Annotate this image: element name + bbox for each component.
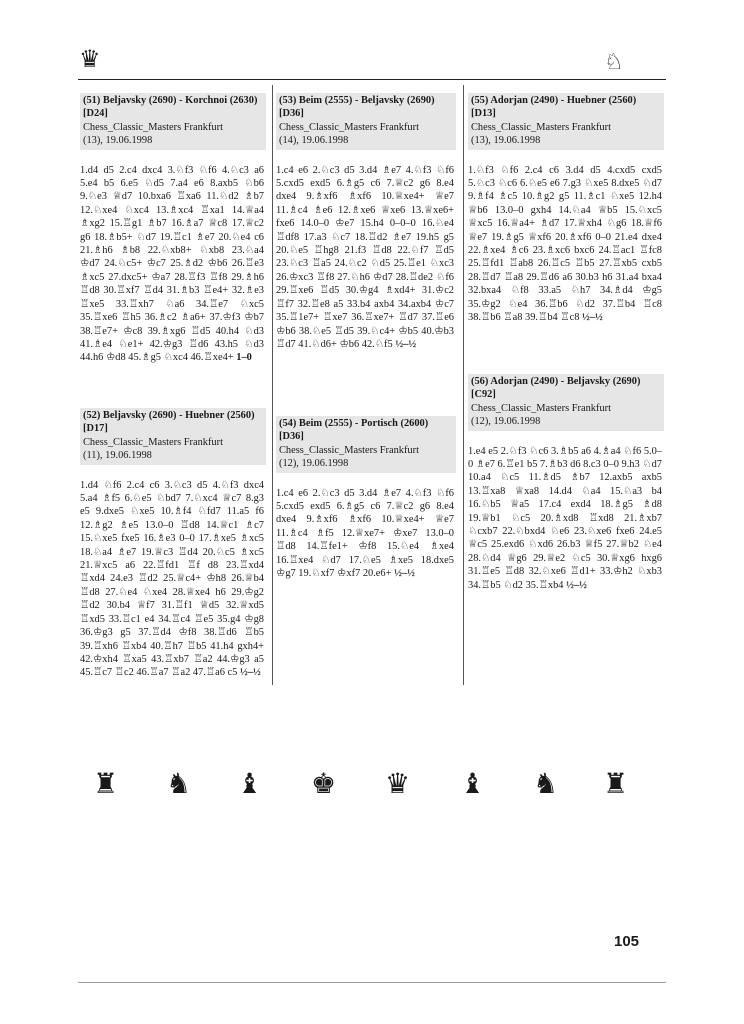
game-result: ½–½ [582, 312, 603, 324]
column-divider [272, 85, 273, 685]
column-divider [463, 85, 464, 685]
game-title: (52) Beljavsky (2690) - Huebner (2560) [D17] [83, 410, 255, 435]
game-event: Chess_Classic_Masters Frankfurt [279, 444, 419, 456]
game-moves: 1.d4 ♘f6 2.c4 c6 3.♘c3 d5 4.♘f3 dxc4 5.a4 ♗f5 6.♘e5 ♘bd7 7.♘xc4 ♕c7 8.g3 e5 9.dxe5 ♘xe5 10.♗f4 ♘fd7 11.a5 f6 12.♗g2 ♗e5 13.0–0 ♖d8 14.♕c1 ♗c7 15.♘xe5 fxe5 16.♗e3 0–0 17.♗xe5 ♗xc5 18.♘a4 ♗e7 19.♕c3 ♖d4 20.♘c5 ♗xc5 21.♕xc5 a6 22.♖fd1 ♖f d8 23.♖xd4 ♖xd4 24.e3 ♖d2 25.♕c4+ ♔h8 26.♕b4 ♖d8 27.♘e4 ♘xe4 28.♕xe4 h6 29.♔g2 ♖d2 30.b4 ♕f7 31.♖f1 ♕d5 32.♕xd5 ♖xd5 33.♖c1 e4 34.♖c4 ♖e5 35.g4 ♔g8 36.♔g3 g5 37.♖d4 ♔f8 38.♖d6 ♖b5 39.♖xh6 ♖xb4 40.♖h7 ♖b5 41.h4 gxh4+ 42.♔xh4 ♖xa5 43.♖xb7 ♖a2 44.♔g3 a5 45.♖c7 ♖c2 46.♖a7 ♖a2 47.♖a6 c5 ½–½ [80, 479, 264, 679]
bishop-icon: ♝ [460, 769, 486, 800]
game-moves: 1.c4 e6 2.♘c3 d5 3.d4 ♗e7 4.♘f3 ♘f6 5.cxd5 exd5 6.♗g5 c6 7.♕c2 g6 8.e4 dxe4 9.♗xf6 ♗xf6 10.♕xe4+ ♕e7 11.♗c4 ♗f5 12.♕xe7+ ♔xe7 13.0–0 ♖d8 14.♖fe1+ ♔f8 15.♘e4 ♗xe4 16.♖xe4 ♘d7 17.♘e5 ♗xe5 18.dxe5 ♔g7 19.♘xf7 ♔xf7 20.e6+ ½–½ [276, 487, 454, 580]
game-result: ½–½ [394, 568, 415, 580]
game-title: (53) Beim (2555) - Beljavsky (2690) [D36] [279, 95, 435, 120]
knight-icon: ♞ [533, 769, 559, 800]
game-event: Chess_Classic_Masters Frankfurt [471, 121, 611, 133]
game-entry [468, 93, 664, 325]
game-header [276, 416, 456, 473]
knight-icon: ♞ [166, 769, 192, 800]
game-entry [468, 374, 664, 592]
game-title: (54) Beim (2555) - Portisch (2600) [D36] [279, 418, 429, 443]
footer-pieces [0, 771, 744, 801]
game-header [468, 93, 664, 150]
queen-icon: ♛ [79, 47, 101, 73]
game-header [276, 93, 456, 150]
game-header [80, 408, 266, 465]
game-round: (13), 19.06.1998 [83, 135, 153, 147]
game-result: ½–½ [395, 338, 417, 350]
game-event: Chess_Classic_Masters Frankfurt [83, 436, 223, 448]
game-result: ½–½ [566, 579, 587, 591]
game-title: (51) Beljavsky (2690) - Korchnoi (2630) [D24] [83, 95, 258, 120]
bishop-icon: ♝ [237, 769, 263, 800]
game-title: (55) Adorjan (2490) - Huebner (2560) [D13] [471, 95, 637, 120]
game-entry [80, 93, 266, 365]
game-entry [276, 416, 456, 580]
rook-icon: ♜ [603, 769, 629, 800]
game-result: ½–½ [239, 667, 261, 679]
game-moves: 1.♘f3 ♘f6 2.c4 c6 3.d4 d5 4.cxd5 cxd5 5.♘c3 ♘c6 6.♘e5 e6 7.g3 ♘xe5 8.dxe5 ♘d7 9.♗f4 ♗c5 10.♗g2 g5 11.♗c1 ♘xe5 12.h4 ♕b6 13.0–0 gxh4 14.♘a4 ♕b5 15.♘xc5 ♕xc5 16.♕a4+ ♗d7 17.♕xh4 ♘g6 18.♕f6 ♕e7 19.♗g5 ♕xf6 20.♗xf6 0–0 21.e4 dxe4 22.♗xe4 ♗c6 23.♗xc6 bxc6 24.♖ac1 ♖fc8 25.♖fd1 ♖ab8 26.♖c5 ♖b5 27.♖xb5 cxb5 28.♖d7 ♖a8 29.♖d6 a6 30.b3 h6 31.a4 bxa4 32.bxa4 ♘f8 33.a5 ♘h7 34.♗d4 ♔g5 35.♔g2 ♘e4 36.♖b6 ♘d2 37.♖b4 ♖c8 38.♖b6 ♖a8 39.♖b4 ♖c8 ½–½ [468, 164, 662, 324]
game-header [468, 374, 664, 431]
king-icon: ♚ [311, 769, 337, 800]
game-event: Chess_Classic_Masters Frankfurt [83, 121, 223, 133]
footer-rule [78, 982, 666, 983]
game-round: (14), 19.06.1998 [279, 135, 349, 147]
rook-icon: ♜ [93, 769, 119, 800]
game-moves: 1.d4 d5 2.c4 dxc4 3.♘f3 ♘f6 4.♘c3 a6 5.e4 b5 6.e5 ♘d5 7.a4 e6 8.axb5 ♘b6 9.♘e3 ♕d7 10.bxa6 ♖xa6 11.♘d2 ♗b7 12.♘xe4 ♘xc4 13.♗xc4 ♖xa1 14.♕a4 ♗xg2 15.♖g1 ♗b7 16.♗a7 ♕c8 17.♕c2 g6 18.♗b5+ ♘d7 19.♖c1 ♗e7 20.♘e4 c6 21.♗h6 ♗b8 22.♘xb8+ ♘xb8 23.♘a4 ♔d7 24.♘c5+ ♔c7 25.♗d2 ♔b6 26.♖e3 ♗xc5 27.dxc5+ ♔a7 28.♖f3 ♖f8 29.♗h6 ♖d8 30.♖xf7 ♖d4 31.♗b3 ♖e4+ 32.♗e3 ♖xe5 33.♖xh7 ♘a6 34.♖e7 ♘xc5 35.♖xe6 ♖h5 36.♗c2 ♗a6+ 37.♔f3 ♔b7 38.♖e7+ ♔c8 39.♗xg6 ♖d5 40.h4 ♘d3 41.♗e4 ♘e1+ 42.♔g3 ♖d6 43.h5 ♘d3 44.h6 ♔d8 45.♗g5 ♘xc4 46.♖xe4+ 1–0 [80, 164, 264, 364]
game-round: (12), 19.06.1998 [471, 416, 541, 428]
game-title: (56) Adorjan (2490) - Beljavsky (2690) [C92] [471, 376, 641, 401]
game-moves: 1.c4 e6 2.♘c3 d5 3.d4 ♗e7 4.♘f3 ♘f6 5.cxd5 exd5 6.♗g5 c6 7.♕c2 g6 8.e4 dxe4 9.♗xf6 ♗xf6 10.♕xe4+ ♕e7 11.♗c4 ♗e6 12.♗xe6 ♕xe6 13.♕xe6+ fxe6 14.0–0 ♔e7 15.h4 0–0–0 16.♘e4 ♖df8 17.a3 ♘c7 18.♖d2 ♗e7 19.h5 g5 20.♘e5 ♖hg8 21.f3 ♖d8 22.♘f7 ♖d5 23.♘c3 ♖a5 24.♘c2 ♘d5 25.♖e1 ♘xc3 26.♔xc3 ♖f8 27.♘h6 ♔d7 28.♖de2 ♘f6 29.♖xe6 ♖d5 30.♔g4 ♗xd4+ 31.♔c2 ♖f7 32.♖e8 a5 33.b4 axb4 34.axb4 ♔c7 35.♖1e7+ ♖xe7 36.♖xe7+ ♖d7 37.♖e6 ♔b6 38.♘e5 ♖d5 39.♘c4+ ♔b5 40.♔b3 ♖d7 41.♘d6+ ♔b6 42.♘f5 ½–½ [276, 164, 454, 350]
knight-icon: ♘ [604, 49, 624, 74]
game-event: Chess_Classic_Masters Frankfurt [279, 121, 419, 133]
game-moves: 1.e4 e5 2.♘f3 ♘c6 3.♗b5 a6 4.♗a4 ♘f6 5.0–0 ♗e7 6.♖e1 b5 7.♗b3 d6 8.c3 0–0 9.h3 ♘d7 10.a4 ♘c5 11.♗d5 ♗b7 12.axb5 axb5 13.♖xa8 ♕xa8 14.d4 ♘a4 15.♘a3 b4 16.♘b5 ♕a5 17.c4 exd4 18.♗g5 ♗d8 19.♕b1 ♘c5 20.♗xd8 ♖xd8 21.♗xb7 ♘cxb7 22.♘bxd4 ♘e6 23.♘xe6 fxe6 24.e5 ♕c5 25.exd6 ♘xd6 26.b3 ♕f5 27.♕b2 ♘e4 28.♘d4 ♕g6 29.♕e2 ♘c5 30.♕xg6 hxg6 31.♖e5 ♖d8 32.♘xe6 ♖d1+ 33.♔h2 ♘xb3 34.♖b5 ♘d2 35.♖xb4 ½–½ [468, 445, 662, 591]
game-event: Chess_Classic_Masters Frankfurt [471, 402, 611, 414]
game-round: (12), 19.06.1998 [279, 458, 349, 470]
game-header [80, 93, 266, 150]
game-round: (13), 19.06.1998 [471, 135, 541, 147]
header-rule [78, 79, 666, 80]
game-entry [276, 93, 456, 351]
game-round: (11), 19.06.1998 [83, 450, 152, 462]
page-number: 105 [614, 933, 640, 950]
game-result: 1–0 [236, 352, 252, 364]
queen-icon: ♛ [385, 769, 411, 800]
game-entry [80, 408, 266, 680]
